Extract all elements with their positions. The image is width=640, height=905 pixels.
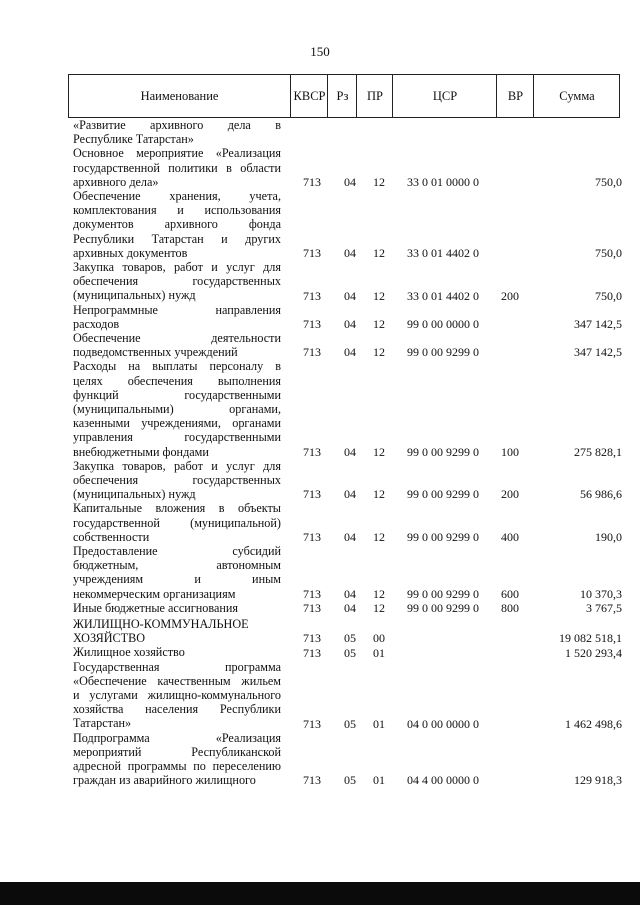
- row-name: [73, 601, 281, 615]
- cell-pr: 01: [373, 645, 385, 660]
- row-name-line: государственной (муниципальной): [73, 515, 281, 530]
- table-row: [0, 645, 640, 659]
- row-name: [73, 617, 281, 645]
- cell-rz: 05: [344, 631, 356, 646]
- cell-csr: 04 0 00 0000 0: [407, 716, 479, 731]
- row-name-line: Татарстан»: [73, 716, 132, 731]
- header-sum: Сумма: [533, 75, 620, 117]
- cell-csr: 99 0 00 9299 0: [407, 600, 479, 615]
- row-name-line: обеспечения государственных: [73, 473, 281, 487]
- row-name-line: (муниципальных) нужд: [73, 288, 196, 303]
- cell-kvsr: 713: [303, 716, 321, 731]
- cell-pr: 12: [373, 316, 385, 331]
- cell-kvsr: 713: [303, 174, 321, 189]
- cell-rz: 05: [344, 645, 356, 660]
- table-row: [0, 501, 640, 544]
- row-name: [73, 501, 281, 544]
- cell-sum: 190,0: [595, 529, 622, 544]
- cell-kvsr: 713: [303, 316, 321, 331]
- row-name-line: Иные бюджетные ассигнования: [73, 600, 239, 615]
- row-name-line: (муниципальными) органами,: [73, 402, 281, 416]
- row-name: [73, 118, 281, 146]
- row-name-line: Непрограммные направления: [73, 302, 281, 317]
- cell-sum: 750,0: [595, 174, 622, 189]
- cell-pr: 12: [373, 288, 385, 303]
- table-row: [0, 118, 640, 146]
- row-name-line: Республики Татарстан и других: [73, 231, 281, 246]
- table-row: [0, 459, 640, 502]
- cell-pr: 12: [373, 529, 385, 544]
- cell-csr: 99 0 00 9299 0: [407, 444, 479, 459]
- row-name-line: подведомственных учреждений: [73, 345, 238, 360]
- header-kvsr: КВСР: [290, 75, 328, 117]
- cell-sum: 129 918,3: [574, 773, 622, 788]
- cell-pr: 12: [373, 345, 385, 360]
- cell-kvsr: 713: [303, 600, 321, 615]
- cell-rz: 04: [344, 288, 356, 303]
- cell-rz: 05: [344, 716, 356, 731]
- cell-sum: 1 520 293,4: [565, 645, 622, 660]
- cell-csr: 33 0 01 4402 0: [407, 288, 479, 303]
- cell-kvsr: 713: [303, 586, 321, 601]
- table-row: [0, 303, 640, 331]
- cell-kvsr: 713: [303, 246, 321, 260]
- cell-vr: 200: [501, 487, 519, 502]
- cell-pr: 01: [373, 716, 385, 731]
- row-name: [73, 731, 281, 788]
- row-name-line: расходов: [73, 316, 120, 331]
- row-name-line: архивных документов: [73, 245, 188, 260]
- cell-pr: 12: [373, 600, 385, 615]
- row-name-line: ЖИЛИЩНО-КОММУНАЛЬНОЕ: [73, 617, 249, 631]
- row-name-line: граждан из аварийного жилищного: [73, 773, 256, 788]
- cell-kvsr: 713: [303, 529, 321, 544]
- cell-rz: 04: [344, 600, 356, 615]
- table-row: [0, 660, 640, 731]
- cell-sum: 750,0: [595, 288, 622, 303]
- cell-kvsr: 713: [303, 345, 321, 360]
- row-name: [73, 146, 281, 189]
- row-name: [73, 645, 281, 659]
- row-name-line: архивного дела»: [73, 174, 159, 189]
- row-name-line: Закупка товаров, работ и услуг для: [73, 260, 281, 274]
- cell-sum: 347 142,5: [574, 345, 622, 360]
- table-row: [0, 260, 640, 303]
- cell-csr: 04 4 00 0000 0: [407, 773, 479, 788]
- cell-vr: 200: [501, 288, 519, 303]
- scan-border: [0, 882, 640, 905]
- row-name-line: некоммерческим организациям: [73, 586, 236, 601]
- row-name-line: государственной политики в области: [73, 160, 281, 175]
- cell-sum: 10 370,3: [580, 586, 622, 601]
- cell-csr: 99 0 00 0000 0: [407, 316, 479, 331]
- cell-csr: 99 0 00 9299 0: [407, 529, 479, 544]
- table-row: [0, 544, 640, 601]
- cell-vr: 100: [501, 444, 519, 459]
- cell-rz: 04: [344, 444, 356, 459]
- cell-rz: 04: [344, 174, 356, 189]
- row-name-line: документов архивного фонда: [73, 217, 281, 232]
- cell-sum: 1 462 498,6: [565, 716, 622, 731]
- cell-kvsr: 713: [303, 444, 321, 459]
- cell-sum: 56 986,6: [580, 487, 622, 502]
- cell-rz: 04: [344, 586, 356, 601]
- row-name-line: внебюджетными фондами: [73, 444, 209, 459]
- table-row: [0, 359, 640, 458]
- cell-pr: 12: [373, 586, 385, 601]
- header-pr: ПР: [356, 75, 393, 117]
- row-name-line: Обеспечение хранения, учета,: [73, 189, 281, 203]
- row-name: [73, 359, 281, 458]
- row-name-line: Государственная программа: [73, 659, 281, 674]
- row-name-line: «Обеспечение качественным жильем: [73, 673, 281, 688]
- cell-sum: 347 142,5: [574, 316, 622, 331]
- row-name-line: бюджетным, автономным: [73, 558, 281, 573]
- cell-csr: 99 0 00 9299 0: [407, 345, 479, 360]
- cell-sum: 750,0: [595, 246, 622, 260]
- cell-pr: 01: [373, 773, 385, 788]
- cell-vr: 600: [501, 586, 519, 601]
- table-header: [68, 74, 620, 118]
- row-name-line: функций государственными: [73, 387, 281, 402]
- cell-csr: 99 0 00 9299 0: [407, 586, 479, 601]
- row-name: [73, 260, 281, 303]
- row-name: [73, 331, 281, 359]
- cell-vr: 400: [501, 529, 519, 544]
- row-name-line: Закупка товаров, работ и услуг для: [73, 458, 281, 473]
- cell-rz: 04: [344, 529, 356, 544]
- cell-kvsr: 713: [303, 631, 321, 646]
- table-row: [0, 731, 640, 788]
- row-name-line: ХОЗЯЙСТВО: [73, 631, 146, 646]
- cell-pr: 12: [373, 444, 385, 459]
- header-rz: Рз: [327, 75, 357, 117]
- cell-sum: 19 082 518,1: [559, 631, 622, 646]
- cell-csr: 33 0 01 0000 0: [407, 174, 479, 189]
- row-name-line: хозяйства населения Республики: [73, 702, 281, 717]
- cell-csr: 33 0 01 4402 0: [407, 246, 479, 260]
- row-name-line: целях обеспечения выполнения: [73, 373, 281, 388]
- row-name: [73, 303, 281, 331]
- row-name-line: учреждениям и иным: [73, 572, 281, 587]
- cell-rz: 04: [344, 487, 356, 502]
- row-name-line: Капитальные вложения в объекты: [73, 501, 281, 516]
- cell-pr: 00: [373, 631, 385, 646]
- cell-rz: 05: [344, 773, 356, 788]
- row-name-line: Республике Татарстан»: [73, 132, 194, 147]
- cell-pr: 12: [373, 487, 385, 502]
- cell-csr: 99 0 00 9299 0: [407, 487, 479, 502]
- row-name-line: казенными учреждениями, органами: [73, 416, 281, 431]
- cell-pr: 12: [373, 246, 385, 260]
- cell-kvsr: 713: [303, 288, 321, 303]
- table-row: [0, 146, 640, 189]
- page-number: 150: [310, 44, 330, 59]
- cell-sum: 3 767,5: [586, 600, 622, 615]
- cell-rz: 04: [344, 345, 356, 360]
- row-name-line: Обеспечение деятельности: [73, 331, 281, 345]
- row-name-line: Расходы на выплаты персоналу в: [73, 359, 281, 374]
- row-name-line: (муниципальных) нужд: [73, 487, 196, 502]
- row-name-line: мероприятий Республиканской: [73, 744, 281, 759]
- row-name-line: адресной программы по переселению: [73, 759, 281, 773]
- row-name: [73, 660, 281, 731]
- cell-pr: 12: [373, 174, 385, 189]
- cell-kvsr: 713: [303, 487, 321, 502]
- header-name: Наименование: [140, 88, 219, 103]
- row-name: [73, 459, 281, 502]
- row-name-line: обеспечения государственных: [73, 274, 281, 289]
- cell-vr: 800: [501, 600, 519, 615]
- row-name-line: и услугами жилищно-коммунального: [73, 688, 281, 702]
- table-row: [0, 331, 640, 359]
- cell-rz: 04: [344, 246, 356, 260]
- table-row: [0, 601, 640, 615]
- cell-sum: 275 828,1: [574, 444, 622, 459]
- row-name-line: Основное мероприятие «Реализация: [73, 146, 281, 161]
- cell-kvsr: 713: [303, 645, 321, 660]
- cell-kvsr: 713: [303, 773, 321, 788]
- row-name-line: собственности: [73, 529, 150, 544]
- table-row: [0, 189, 640, 260]
- row-name-line: «Развитие архивного дела в: [73, 118, 281, 132]
- table-row: [0, 617, 640, 645]
- row-name-line: управления государственными: [73, 430, 281, 445]
- row-name: [73, 544, 281, 601]
- cell-rz: 04: [344, 316, 356, 331]
- row-name-line: Жилищное хозяйство: [73, 645, 185, 660]
- row-name-line: Подпрограмма «Реализация: [73, 730, 281, 745]
- row-name: [73, 189, 281, 260]
- header-csr: ЦСР: [392, 75, 497, 117]
- row-name-line: комплектования и использования: [73, 203, 281, 218]
- header-vr: ВР: [496, 75, 534, 117]
- row-name-line: Предоставление субсидий: [73, 544, 281, 558]
